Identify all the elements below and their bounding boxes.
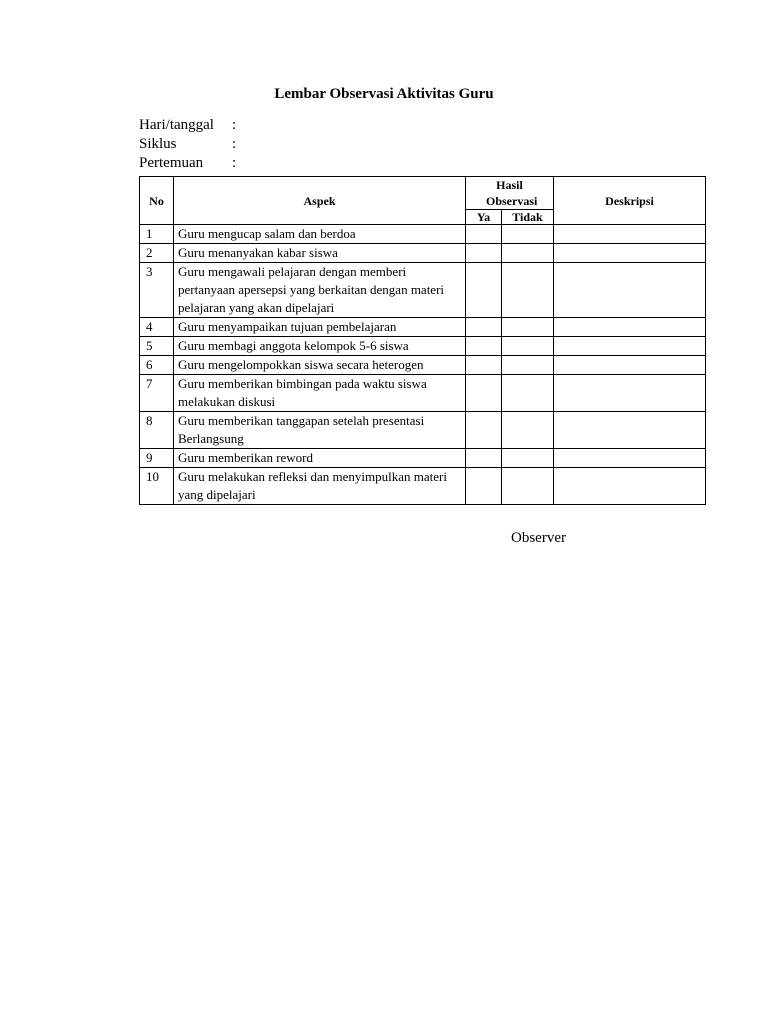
row-aspek: Guru mengucap salam dan berdoa: [174, 225, 466, 244]
cell-tidak: [502, 244, 554, 263]
table-row: [140, 375, 706, 412]
cell-deskripsi: [554, 244, 706, 263]
cell-deskripsi: [554, 375, 706, 412]
meta-label: Siklus: [139, 136, 177, 152]
table-row: [140, 468, 706, 505]
meta-siklus: [139, 136, 236, 153]
row-number: 2: [140, 244, 174, 263]
header-hasil-observasi: Hasil Observasi: [466, 177, 554, 210]
cell-ya: [466, 468, 502, 505]
cell-tidak: [502, 225, 554, 244]
row-number: 7: [140, 375, 174, 412]
cell-ya: [466, 337, 502, 356]
cell-tidak: [502, 375, 554, 412]
meta-separator: :: [232, 117, 237, 133]
row-aspek: Guru mengelompokkan siswa secara heterogen: [174, 356, 466, 375]
row-aspek: Guru memberikan reword: [174, 449, 466, 468]
row-aspek: Guru memberikan bimbingan pada waktu siswa melakukan diskusi: [174, 375, 466, 412]
row-number: 6: [140, 356, 174, 375]
cell-ya: [466, 356, 502, 375]
cell-ya: [466, 375, 502, 412]
cell-deskripsi: [554, 337, 706, 356]
cell-tidak: [502, 337, 554, 356]
header-tidak: Tidak: [502, 210, 554, 225]
meta-pertemuan: [139, 155, 236, 172]
observer-label: Observer: [511, 530, 566, 546]
meta-label: Pertemuan: [139, 155, 204, 171]
row-number: 4: [140, 318, 174, 337]
row-aspek: Guru membagi anggota kelompok 5-6 siswa: [174, 337, 466, 356]
cell-ya: [466, 449, 502, 468]
table-row: [140, 356, 706, 375]
table-row: [140, 412, 706, 449]
header-aspek: Aspek: [174, 177, 466, 225]
cell-ya: [466, 412, 502, 449]
meta-separator: :: [232, 155, 237, 171]
row-number: 3: [140, 263, 174, 318]
row-number: 8: [140, 412, 174, 449]
cell-tidak: [502, 356, 554, 375]
observation-table: [139, 176, 706, 505]
cell-deskripsi: [554, 468, 706, 505]
row-aspek: Guru menanyakan kabar siswa: [174, 244, 466, 263]
row-number: 1: [140, 225, 174, 244]
cell-ya: [466, 244, 502, 263]
meta-label: Hari/tanggal: [139, 117, 214, 133]
cell-tidak: [502, 449, 554, 468]
row-number: 9: [140, 449, 174, 468]
header-no: No: [140, 177, 174, 225]
meta-hari-tanggal: [139, 117, 236, 134]
table-row: [140, 225, 706, 244]
cell-deskripsi: [554, 318, 706, 337]
cell-deskripsi: [554, 412, 706, 449]
table-row: [140, 449, 706, 468]
table-row: [140, 263, 706, 318]
cell-deskripsi: [554, 225, 706, 244]
page-title: Lembar Observasi Aktivitas Guru: [274, 86, 494, 102]
header-deskripsi: Deskripsi: [554, 177, 706, 225]
cell-tidak: [502, 412, 554, 449]
cell-deskripsi: [554, 263, 706, 318]
cell-tidak: [502, 468, 554, 505]
row-aspek: Guru memberikan tanggapan setelah presentasi Berlangsung: [174, 412, 466, 449]
row-aspek: Guru mengawali pelajaran dengan memberi pertanyaan apersepsi yang berkaitan dengan materi pelajaran yang akan dipelajari: [174, 263, 466, 318]
cell-ya: [466, 225, 502, 244]
cell-tidak: [502, 263, 554, 318]
table-row: [140, 318, 706, 337]
row-number: 5: [140, 337, 174, 356]
row-aspek: Guru menyampaikan tujuan pembelajaran: [174, 318, 466, 337]
table-row: [140, 337, 706, 356]
cell-tidak: [502, 318, 554, 337]
table-row: [140, 244, 706, 263]
cell-ya: [466, 318, 502, 337]
cell-deskripsi: [554, 449, 706, 468]
header-ya: Ya: [466, 210, 502, 225]
row-number: 10: [140, 468, 174, 505]
cell-deskripsi: [554, 356, 706, 375]
row-aspek: Guru melakukan refleksi dan menyimpulkan materi yang dipelajari: [174, 468, 466, 505]
meta-separator: :: [232, 136, 237, 152]
cell-ya: [466, 263, 502, 318]
